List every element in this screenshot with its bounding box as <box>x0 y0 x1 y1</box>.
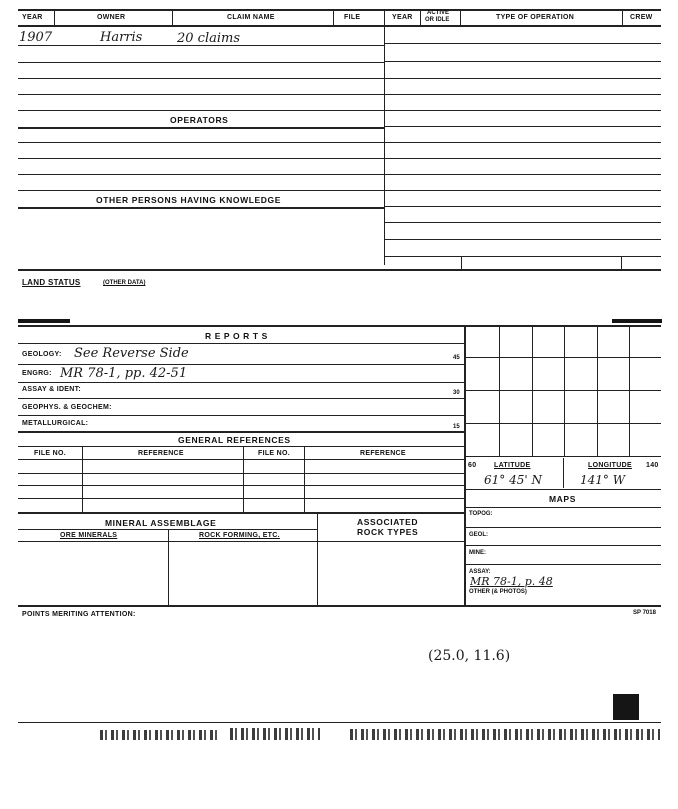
rule <box>384 190 661 191</box>
reports-bottom-rule <box>18 605 661 607</box>
rule <box>384 110 661 111</box>
tick-30: 30 <box>453 390 460 396</box>
ref-file-no-1: FILE NO. <box>34 450 66 457</box>
registration-mark <box>613 694 639 720</box>
rule <box>18 459 464 460</box>
associated-label: ASSOCIATED <box>357 517 419 527</box>
main-vertical-divider <box>384 10 385 265</box>
rule <box>18 446 464 447</box>
engrg-value: MR 78-1, pp. 42-51 <box>60 366 188 381</box>
rule <box>18 207 384 209</box>
scan-noise <box>230 728 320 740</box>
rule <box>18 415 464 416</box>
other-photos-label: OTHER (& PHOTOS) <box>469 589 527 595</box>
reports-title: R E P O R T S <box>205 331 268 341</box>
header-year-2: YEAR <box>392 14 413 21</box>
rule <box>384 158 661 159</box>
rule <box>18 398 464 399</box>
assay-label: ASSAY & IDENT: <box>22 386 82 393</box>
divider <box>304 446 305 512</box>
header-crew: CREW <box>630 14 653 21</box>
ref-reference-1: REFERENCE <box>138 450 184 457</box>
rule <box>384 43 661 44</box>
rule <box>18 190 384 191</box>
ref-reference-2: REFERENCE <box>360 450 406 457</box>
grid-line <box>629 325 630 457</box>
rule <box>18 364 464 365</box>
header-year: YEAR <box>22 14 43 21</box>
rule <box>18 110 384 111</box>
ore-minerals-label: ORE MINERALS <box>60 532 118 539</box>
ref-file-no-2: FILE NO. <box>258 450 290 457</box>
points-meriting-attention-label: POINTS MERITING ATTENTION: <box>22 611 136 618</box>
entry-owner: Harris <box>100 30 143 45</box>
header-owner: OWNER <box>97 14 126 21</box>
scan-mark <box>18 319 70 323</box>
rule <box>464 527 661 528</box>
topog-label: TOPOG: <box>469 511 493 517</box>
header-or-idle: OR IDLE <box>425 17 450 23</box>
divider <box>82 446 83 512</box>
rule <box>18 174 384 175</box>
rule <box>18 45 384 46</box>
rule <box>18 158 384 159</box>
scan-mark <box>612 319 662 323</box>
rule <box>464 564 661 565</box>
rule <box>18 94 384 95</box>
rule <box>384 78 661 79</box>
rule <box>384 222 661 223</box>
grid-line <box>597 325 598 457</box>
rule <box>18 473 464 474</box>
divider <box>243 446 244 512</box>
rule <box>18 343 464 344</box>
divider <box>460 10 461 25</box>
rule <box>384 94 661 95</box>
mineral-assemblage-title: MINERAL ASSEMBLAGE <box>105 518 217 528</box>
rule <box>18 541 464 542</box>
rule <box>384 256 661 257</box>
land-status-sub: (OTHER DATA) <box>103 280 146 286</box>
entry-year: 1907 <box>19 30 53 45</box>
rule <box>384 174 661 175</box>
divider <box>333 10 334 25</box>
assay-map-label: ASSAY: <box>469 569 491 575</box>
divider <box>54 10 55 25</box>
latitude-value: 61° 45' N <box>484 473 542 487</box>
tick-45: 45 <box>453 355 460 361</box>
assay-map-value: MR 78-1, p. 48 <box>470 575 553 588</box>
rule <box>18 512 464 514</box>
rule <box>18 498 464 499</box>
reports-right-divider <box>464 325 466 605</box>
header-type-of-operation: TYPE OF OPERATION <box>496 14 575 21</box>
scan-noise <box>100 730 220 740</box>
other-persons-title: OTHER PERSONS HAVING KNOWLEDGE <box>96 195 282 205</box>
divider <box>168 529 169 605</box>
divider <box>461 256 462 270</box>
geophys-label: GEOPHYS. & GEOCHEM: <box>22 404 112 411</box>
rule <box>384 142 661 143</box>
header-active: ACTIVE <box>427 10 450 16</box>
rock-forming-label: ROCK FORMING, ETC. <box>199 532 280 539</box>
coords-note: (25.0, 11.6) <box>428 648 511 664</box>
rule <box>384 61 661 62</box>
general-references-title: GENERAL REFERENCES <box>178 435 291 445</box>
rule <box>464 489 661 490</box>
rock-types-label: ROCK TYPES <box>357 527 419 537</box>
latitude-label: LATITUDE <box>494 462 531 469</box>
land-status-title: LAND STATUS <box>22 278 81 287</box>
grid-line <box>464 423 661 424</box>
rule <box>464 507 661 508</box>
tick-15: 15 <box>453 424 460 430</box>
rule <box>18 269 661 271</box>
grid-line <box>499 325 500 457</box>
rule <box>384 126 661 127</box>
rule <box>18 382 464 383</box>
grid-line <box>532 325 533 457</box>
longitude-value: 141° W <box>580 473 626 487</box>
engrg-label: ENGRG: <box>22 370 52 377</box>
metallurgical-label: METALLURGICAL: <box>22 420 89 427</box>
header-claim-name: CLAIM NAME <box>227 14 275 21</box>
divider <box>317 512 318 605</box>
rule <box>18 485 464 486</box>
form-number: SP 7018 <box>633 610 656 616</box>
header-bottom-rule <box>18 25 661 27</box>
top-border <box>18 9 661 11</box>
scan-noise <box>350 729 660 740</box>
mine-label: MINE: <box>469 550 486 556</box>
rule <box>384 206 661 207</box>
rule <box>18 62 384 63</box>
rule <box>18 127 384 129</box>
rule <box>18 722 661 723</box>
lat-prefix: 60 <box>468 462 477 469</box>
rule <box>18 431 464 433</box>
grid-line <box>464 357 661 358</box>
operators-title: OPERATORS <box>170 115 229 125</box>
grid-line <box>564 325 565 457</box>
lon-suffix: 140 <box>646 462 659 469</box>
rule <box>464 545 661 546</box>
longitude-label: LONGITUDE <box>588 462 632 469</box>
rule <box>384 239 661 240</box>
divider <box>420 10 421 25</box>
maps-title: MAPS <box>549 494 576 504</box>
header-file: FILE <box>344 14 361 21</box>
divider <box>563 458 564 488</box>
grid-line <box>464 390 661 391</box>
rule <box>18 142 384 143</box>
geol-label: GEOL: <box>469 532 488 538</box>
geology-value: See Reverse Side <box>74 346 189 361</box>
grid-line <box>464 456 661 457</box>
rule <box>18 78 384 79</box>
divider <box>621 256 622 270</box>
divider <box>172 10 173 25</box>
divider <box>622 10 623 25</box>
geology-label: GEOLOGY: <box>22 351 62 358</box>
entry-claim: 20 claims <box>177 31 241 46</box>
